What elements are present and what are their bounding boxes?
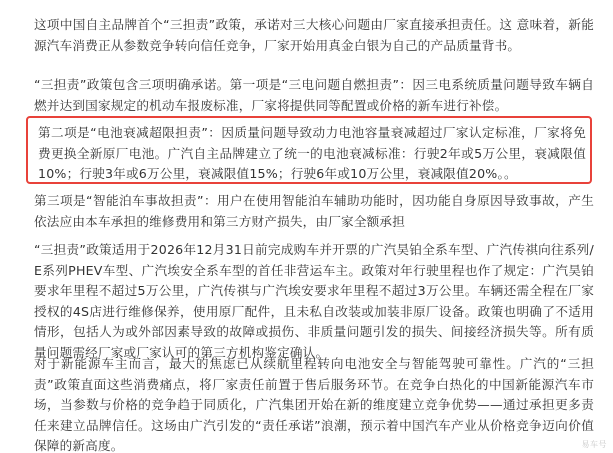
paragraph-eligibility: “三担责”政策适用于2026年12月31日前完成购车并开票的广汽昊铂全系车型、广汽传祺向往系列/E系列PHEV车型、广汽埃安全系车型的首任非营运车主。政策对年行驶里程也作了规定：广汽昊铂要求年里程不超过5万公里，广汽传祺与广汽埃安要求年里程不超过3万公里。车辆还需全程在厂家授权的4S店进行维修保养，使用原厂配件，且未私自改装或加装非原厂设备。政策也明确了不适用情形，包括人为或外部因素导致的故障或损伤、非质量问题引发的损失、间接经济损失等。所有质量问题需经厂家或厂家认可的第三方机构鉴定确认。	[34, 242, 594, 360]
paragraph-commitment-one: “三担责”政策包含三项明确承诺。第一项是“三电问题自燃担责”：因三电系统质量问题导致车辆自燃并达到国家规定的机动车报废标准，厂家将提供同等配置或价格的新车进行补偿。	[34, 77, 594, 113]
paragraph-commitment-two-highlighted: 第二项是“电池衰减超限担责”：因质量问题导致动力电池容量衰减超过厂家认定标准，厂家将免费更换全新原厂电池。广汽自主品牌建立了统一的电池衰减标准：行驶2年或5万公里，衰减限值10%；行驶3年或6万公里，衰减限值15%；行驶6年或10万公里，衰减限值20%。。	[38, 125, 586, 181]
paragraph-commitment-three: 第三项是“智能泊车事故担责”：用户在使用智能泊车辅助功能时，因功能自身原因导致事故，产生依法应由本车承担的维修费用和第三方财产损失，由厂家全额承担	[34, 193, 594, 229]
paragraph-conclusion: 对于新能源车主而言，最大的焦虑已从续航里程转向电池安全与智能驾驶可靠性。广汽的“三担责”政策直面这些消费痛点，将厂家责任前置于售后服务环节。在竞争白热化的中国新能源汽车市场，当参数与价格的竞争趋于同质化，广汽集团开始在新的维度建立竞争优势——通过承担更多责任来建立品牌信任。这场由广汽引发的“责任承诺”浪潮，预示着中国汽车产业从价格竞争迈向价值保障的新高度。	[34, 356, 594, 453]
watermark: 易车号	[581, 440, 607, 449]
paragraph-intro: 这项中国自主品牌首个“三担责”政策，承诺对三大核心问题由厂家直接承担责任。这 意味着，新能源汽车消费正从参数竞争转向信任竞争，厂家开始用真金白银为自己的产品质量背书。	[34, 17, 594, 53]
